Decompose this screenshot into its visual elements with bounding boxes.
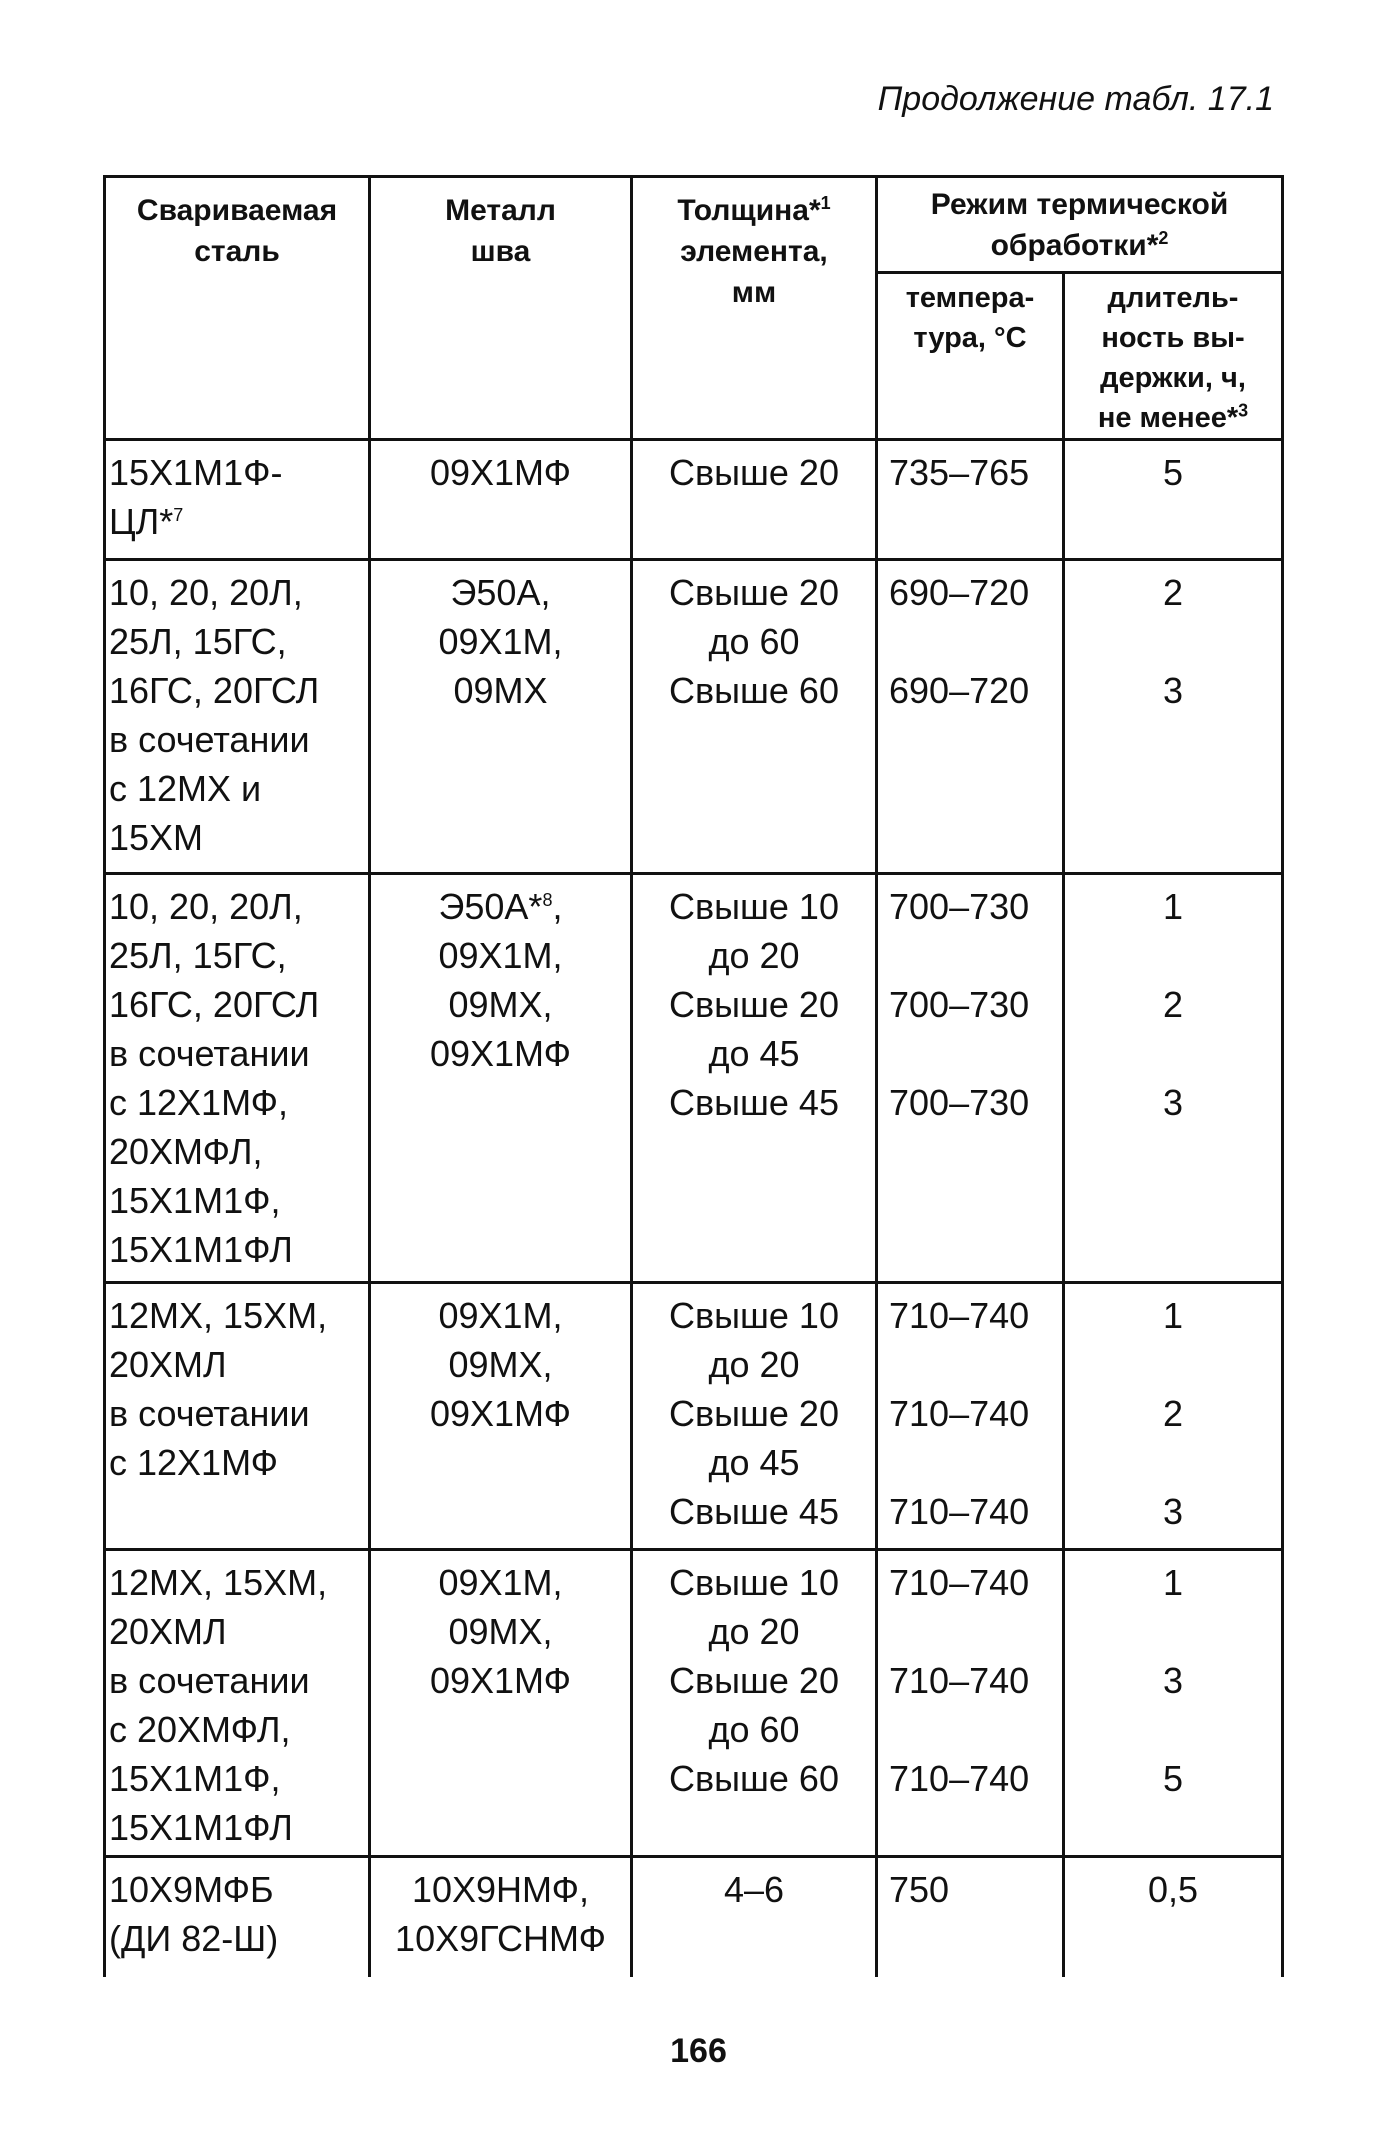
cell-welded-steel xyxy=(105,874,370,1283)
cell-line: 10, 20, 20Л, xyxy=(109,572,303,613)
cell-weld-metal xyxy=(370,874,632,1283)
cell-temperature xyxy=(877,1857,1064,1977)
cell-thickness xyxy=(632,1857,877,1977)
cell-line: 15Х1М1Ф- xyxy=(109,452,283,493)
cell-temperature xyxy=(877,440,1064,560)
cell-line: 700–730 xyxy=(889,1082,1030,1123)
cell-line: 700–730 xyxy=(889,886,1030,927)
cell-line: 710–740 xyxy=(889,1758,1030,1799)
header-text: мм xyxy=(731,276,777,309)
cell-line: 09МХ, xyxy=(448,984,553,1025)
cell-line: 1 xyxy=(1162,886,1184,927)
header-text: ность вы- xyxy=(1101,322,1245,354)
cell-line: с 20ХМФЛ, xyxy=(109,1709,291,1750)
footnote-mark: 1 xyxy=(820,193,831,213)
cell-line: 10Х9НМФ, xyxy=(411,1869,590,1910)
cell-line xyxy=(889,617,1062,666)
footnote-mark: 3 xyxy=(1238,400,1249,421)
cell-line: 15Х1М1ФЛ xyxy=(109,1807,293,1848)
cell-line: до 45 xyxy=(708,1033,800,1074)
cell-line: ЦЛ*$^7$ xyxy=(109,501,184,542)
table-continuation-caption: Продолжение табл. 17.1 xyxy=(877,80,1274,118)
cell-line: с 12Х1МФ xyxy=(109,1442,279,1483)
cell-line: 700–730 xyxy=(889,984,1030,1025)
header-duration xyxy=(1064,273,1283,440)
cell-line: 15Х1М1Ф, xyxy=(109,1758,281,1799)
cell-line: 10Х9ГСНМФ xyxy=(395,1918,606,1959)
cell-line: Свыше 10 xyxy=(669,1562,839,1603)
cell-line xyxy=(1065,1438,1281,1487)
cell-line: в сочетании xyxy=(109,1660,310,1701)
cell-line: 12МХ, 15ХМ, xyxy=(109,1562,328,1603)
header-text: элемента, xyxy=(680,235,828,268)
cell-line: 690–720 xyxy=(889,572,1030,613)
cell-line: 710–740 xyxy=(889,1491,1030,1532)
cell-line: с 12МХ и xyxy=(109,768,262,809)
header-temperature xyxy=(877,273,1064,440)
cell-line: 20ХМФЛ, xyxy=(109,1131,263,1172)
cell-line: 09Х1МФ xyxy=(429,1033,572,1074)
cell-welded-steel xyxy=(105,1283,370,1550)
cell-line: до 60 xyxy=(708,1709,800,1750)
cell-line xyxy=(1065,617,1281,666)
header-text: не менее*$^3$ xyxy=(1097,400,1249,434)
header-text: Свариваемая xyxy=(136,194,338,227)
cell-thickness xyxy=(632,440,877,560)
header-heat-treatment-mode xyxy=(877,177,1283,273)
cell-line: Свыше 60 xyxy=(669,1758,839,1799)
cell-line: (ДИ 82-Ш) xyxy=(109,1918,279,1959)
cell-line: 3 xyxy=(1162,1491,1184,1532)
cell-line: 3 xyxy=(1162,670,1184,711)
cell-line: 1 xyxy=(1162,1295,1184,1336)
cell-line: Свыше 10 xyxy=(669,1295,839,1336)
table-row xyxy=(105,1283,1283,1550)
cell-line: 2 xyxy=(1162,1393,1184,1434)
cell-line: в сочетании xyxy=(109,1393,310,1434)
cell-line: 710–740 xyxy=(889,1562,1030,1603)
cell-line: Свыше 20 xyxy=(669,572,839,613)
cell-line: 5 xyxy=(1162,452,1184,493)
cell-line: Свыше 20 xyxy=(669,1393,839,1434)
cell-line xyxy=(889,1705,1062,1754)
cell-temperature xyxy=(877,1550,1064,1857)
cell-line: 0,5 xyxy=(1147,1869,1199,1910)
header-text: Толщина*$^1$ xyxy=(677,193,831,227)
cell-line: 09Х1М, xyxy=(438,1295,563,1336)
cell-line: 16ГС, 20ГСЛ xyxy=(109,984,320,1025)
cell-line: 3 xyxy=(1162,1082,1184,1123)
cell-line: 09МХ, xyxy=(448,1611,553,1652)
cell-line: 10, 20, 20Л, xyxy=(109,886,303,927)
cell-line: 12МХ, 15ХМ, xyxy=(109,1295,328,1336)
heat-treatment-table xyxy=(103,175,1284,1977)
header-text: обработки*$^2$ xyxy=(990,228,1169,262)
header-text: держки, ч, xyxy=(1100,362,1246,394)
cell-line: 15ХМ xyxy=(109,817,204,858)
cell-line: Э50А, xyxy=(450,572,551,613)
cell-line: 09Х1МФ xyxy=(429,1660,572,1701)
table-row xyxy=(105,1857,1283,1977)
cell-line xyxy=(1065,931,1281,980)
cell-line: 2 xyxy=(1162,984,1184,1025)
cell-line: Свыше 20 xyxy=(669,1660,839,1701)
cell-line: 3 xyxy=(1162,1660,1184,1701)
table-row xyxy=(105,560,1283,874)
cell-line: 735–765 xyxy=(889,452,1030,493)
cell-line: 710–740 xyxy=(889,1295,1030,1336)
cell-line: 09МХ xyxy=(453,670,548,711)
cell-weld-metal xyxy=(370,440,632,560)
cell-duration xyxy=(1064,440,1283,560)
cell-line: в сочетании xyxy=(109,1033,310,1074)
cell-line: до 45 xyxy=(708,1442,800,1483)
cell-line: с 12Х1МФ, xyxy=(109,1082,289,1123)
cell-welded-steel xyxy=(105,1550,370,1857)
cell-duration xyxy=(1064,1857,1283,1977)
cell-weld-metal xyxy=(370,560,632,874)
cell-temperature xyxy=(877,874,1064,1283)
cell-line: 15Х1М1Ф, xyxy=(109,1180,281,1221)
cell-line: до 20 xyxy=(708,1611,800,1652)
page-number: 166 xyxy=(670,2032,727,2070)
cell-welded-steel xyxy=(105,440,370,560)
header-text: сталь xyxy=(194,235,280,268)
cell-temperature xyxy=(877,560,1064,874)
cell-weld-metal xyxy=(370,1550,632,1857)
cell-line xyxy=(1065,1705,1281,1754)
cell-welded-steel xyxy=(105,1857,370,1977)
cell-welded-steel xyxy=(105,560,370,874)
footnote-mark: 8 xyxy=(542,890,553,910)
header-weld-metal xyxy=(370,177,632,440)
cell-thickness xyxy=(632,1283,877,1550)
cell-line: до 20 xyxy=(708,1344,800,1385)
header-text: шва xyxy=(470,235,531,268)
table-row xyxy=(105,874,1283,1283)
cell-line: 750 xyxy=(889,1869,950,1910)
cell-line: 09Х1М, xyxy=(438,1562,563,1603)
cell-line xyxy=(1065,1340,1281,1389)
cell-line: Свыше 60 xyxy=(669,670,839,711)
cell-line: до 20 xyxy=(708,935,800,976)
header-text: длитель- xyxy=(1107,282,1239,314)
table-row xyxy=(105,1550,1283,1857)
header-text: Режим термической xyxy=(930,188,1229,221)
cell-line: 09Х1МФ xyxy=(429,452,572,493)
cell-line: Э50А*$^8$, xyxy=(438,886,563,927)
cell-line: 09Х1М, xyxy=(438,935,563,976)
cell-thickness xyxy=(632,560,877,874)
cell-line: 09Х1МФ xyxy=(429,1393,572,1434)
cell-line: Свыше 20 xyxy=(669,452,839,493)
cell-duration xyxy=(1064,874,1283,1283)
header-text: темпера- xyxy=(905,282,1035,314)
cell-temperature xyxy=(877,1283,1064,1550)
cell-line: 25Л, 15ГС, xyxy=(109,621,287,662)
cell-line: 10Х9МФБ xyxy=(109,1869,274,1910)
cell-line xyxy=(889,1607,1062,1656)
cell-line: 16ГС, 20ГСЛ xyxy=(109,670,320,711)
header-text: Металл xyxy=(445,194,556,227)
cell-line xyxy=(1065,1607,1281,1656)
cell-line xyxy=(889,931,1062,980)
header-welded-steel xyxy=(105,177,370,440)
cell-line: 690–720 xyxy=(889,670,1030,711)
cell-line: 09Х1М, xyxy=(438,621,563,662)
cell-line: до 60 xyxy=(708,621,800,662)
cell-line xyxy=(889,1438,1062,1487)
cell-line: 4–6 xyxy=(723,1869,785,1910)
cell-line: 710–740 xyxy=(889,1660,1030,1701)
cell-line: Свыше 45 xyxy=(669,1491,839,1532)
footnote-mark: 2 xyxy=(1158,228,1169,248)
cell-line: 25Л, 15ГС, xyxy=(109,935,287,976)
cell-line: Свыше 10 xyxy=(669,886,839,927)
cell-line: 09МХ, xyxy=(448,1344,553,1385)
cell-duration xyxy=(1064,560,1283,874)
cell-thickness xyxy=(632,1550,877,1857)
cell-weld-metal xyxy=(370,1857,632,1977)
cell-weld-metal xyxy=(370,1283,632,1550)
cell-line xyxy=(889,1029,1062,1078)
cell-line: Свыше 45 xyxy=(669,1082,839,1123)
cell-line: 2 xyxy=(1162,572,1184,613)
cell-thickness xyxy=(632,874,877,1283)
cell-line: 5 xyxy=(1162,1758,1184,1799)
header-text: тура, °С xyxy=(913,322,1027,354)
cell-duration xyxy=(1064,1550,1283,1857)
cell-line: 15Х1М1ФЛ xyxy=(109,1229,293,1270)
footnote-mark: 7 xyxy=(173,505,184,525)
cell-line: 710–740 xyxy=(889,1393,1030,1434)
cell-line xyxy=(889,1340,1062,1389)
table-row xyxy=(105,440,1283,560)
cell-line: 20ХМЛ xyxy=(109,1344,227,1385)
cell-line: Свыше 20 xyxy=(669,984,839,1025)
cell-line: 20ХМЛ xyxy=(109,1611,227,1652)
cell-duration xyxy=(1064,1283,1283,1550)
cell-line: 1 xyxy=(1162,1562,1184,1603)
cell-line: в сочетании xyxy=(109,719,310,760)
header-thickness xyxy=(632,177,877,440)
cell-line xyxy=(1065,1029,1281,1078)
